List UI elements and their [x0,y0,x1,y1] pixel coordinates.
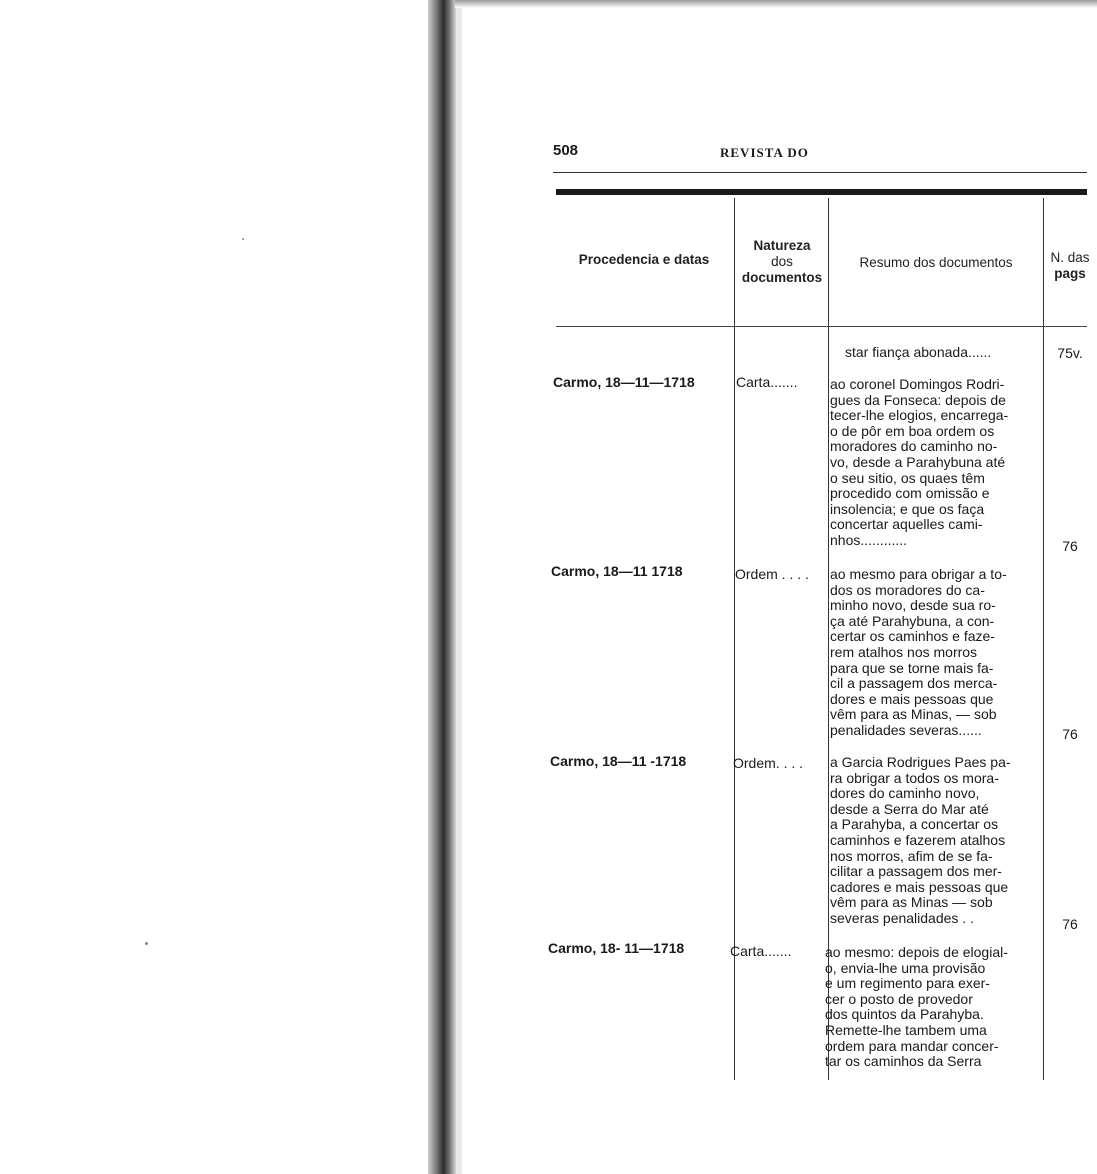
continuation-pags: 75v. [1057,345,1083,361]
row-pags: 76 [1062,916,1078,932]
row-resumo: ao mesmo para obrigar a to- dos os moradores do ca- minho novo, desde sua ro- ça até Parahybuna, a con- certar os caminhos e faze- rem atalhos nos morros para que se torne mais fa- cil a passagem dos merca- dores e mais pessoas que vêm para as Minas, — sob penalidades severas...... [830,566,1007,738]
column-divider [1043,198,1044,1080]
header-rule [553,172,1087,173]
page-top-shadow [455,0,1097,8]
row-procedencia: Carmo, 18—11 1718 [551,563,683,579]
row-natureza: Carta....... [736,374,798,390]
header-natureza-line: documentos [741,270,823,285]
row-procedencia: Carmo, 18—11—1718 [553,374,695,390]
row-natureza: Ordem. . . . [733,755,804,771]
row-pags: 76 [1062,538,1078,554]
header-pags-line: N. das [1050,250,1090,265]
header-natureza-line: dos [771,254,793,269]
specks [242,238,244,240]
header-bottom-rule [556,326,1087,327]
table-top-rule [556,189,1087,195]
running-head: REVISTA DO [720,145,809,160]
book-spine [428,0,456,1174]
header-procedencia: Procedencia e datas [578,252,710,267]
specks [145,942,148,945]
header-natureza [736,238,828,286]
header-natureza-line: Natureza [753,238,811,253]
row-pags: 76 [1062,726,1078,742]
row-procedencia: Carmo, 18—11 -1718 [550,753,687,769]
row-resumo: a Garcia Rodrigues Paes pa- ra obrigar a todos os mora- dores do caminho novo, desde a Serra do Mar até a Parahyba, a concertar os caminhos e fazerem atalhos nos morros, afim de se fa- cilitar a passagem dos mer- cadores e mais pessoas que vêm para as Minas — sob severas penalidades . . [830,754,1011,926]
header-pags-line: pags [1054,266,1086,281]
row-resumo: ao mesmo: depois de elogial- o, envia-lhe uma provisão e um regimento para exer- cer o posto de provedor dos quintos da Parahyba. Remette-lhe tambem uma ordem para mandar concer- tar os caminhos da Serra [825,944,1008,1070]
page-number: 508 [553,142,579,159]
header-resumo: Resumo dos documentos [859,255,1013,270]
row-natureza: Ordem . . . . [735,566,809,582]
row-natureza: Carta....... [730,943,792,959]
page-gutter [456,0,462,1174]
row-resumo: ao coronel Domingos Rodri- gues da Fonseca: depois de tecer-lhe elogios, encarrega- o de pôr em boa ordem os moradores do caminho no- vo, desde a Parahybuna até o seu sitio, os quaes têm procedido com omissão e insolencia; e que os faça concertar aquelles cami- nhos............ [830,376,1009,548]
header-pags [1044,250,1096,282]
row-procedencia: Carmo, 18- 11—1718 [548,940,685,956]
continuation-resumo: star fiança abonada...... [845,344,992,360]
